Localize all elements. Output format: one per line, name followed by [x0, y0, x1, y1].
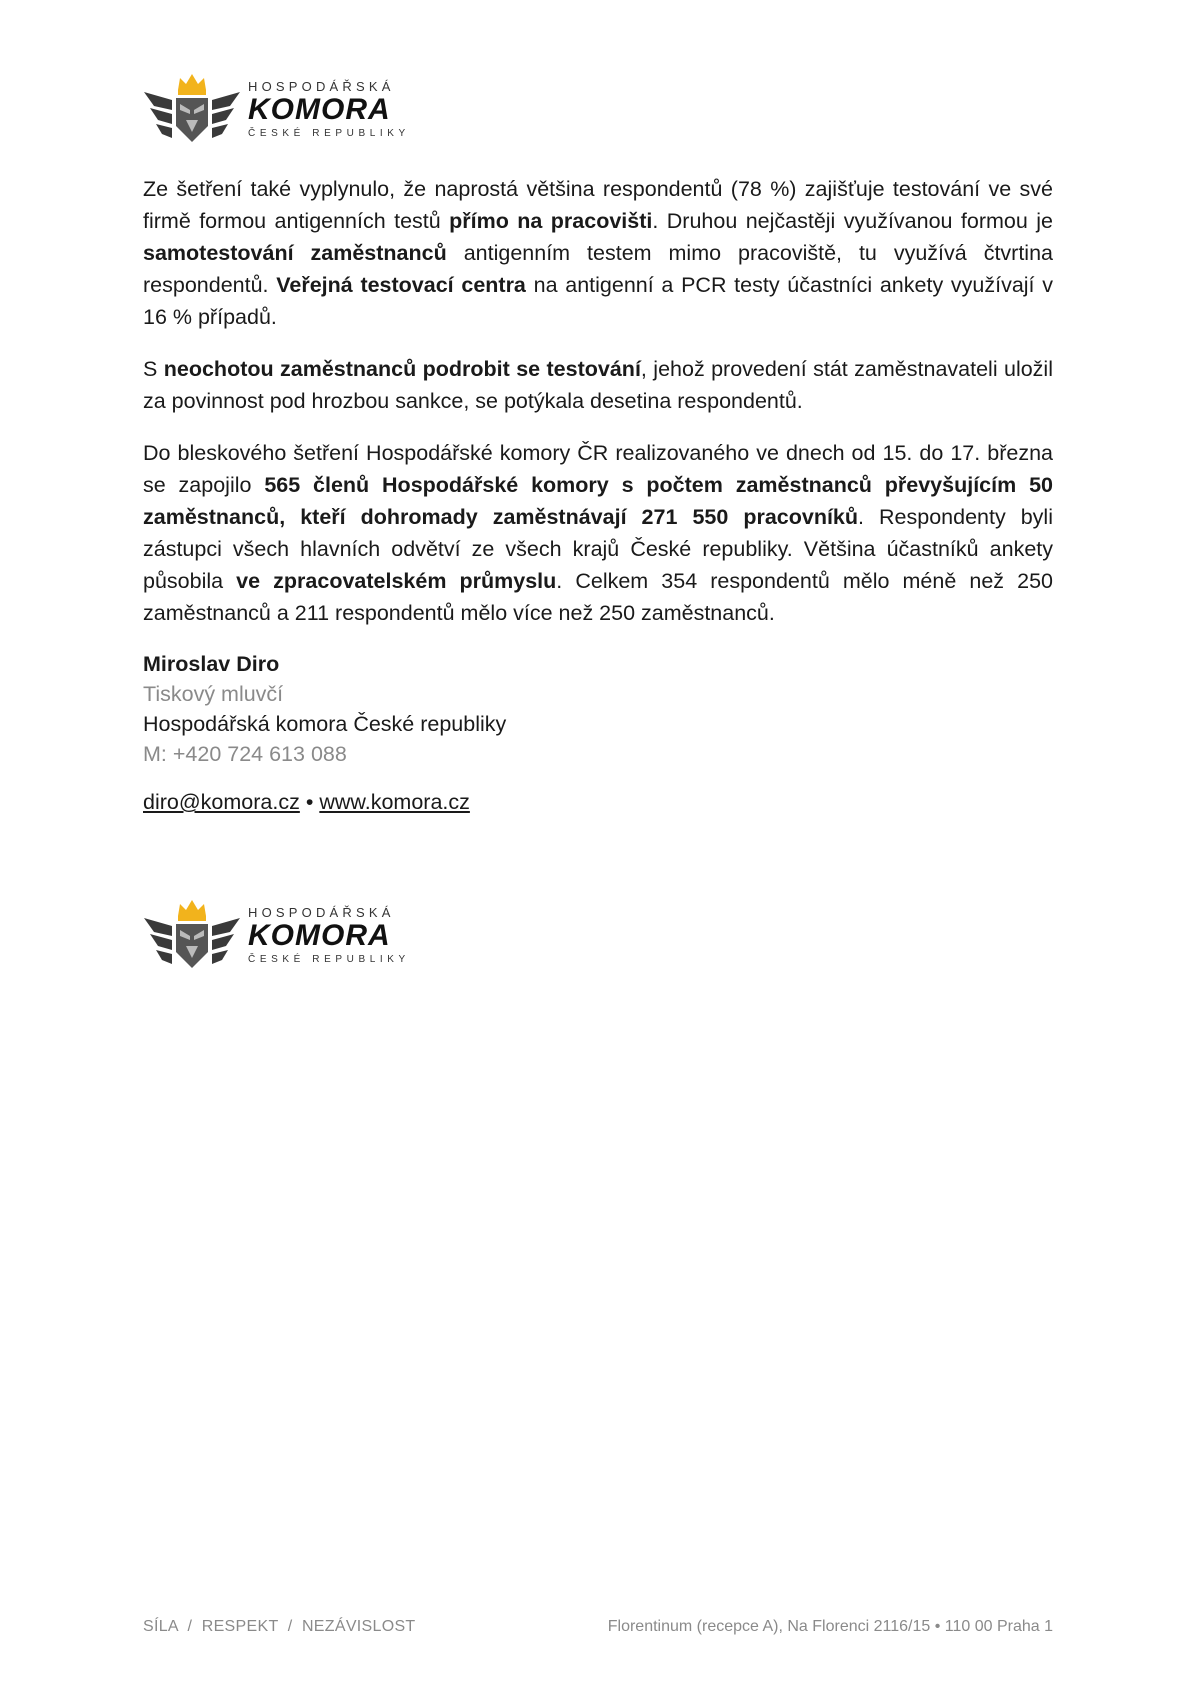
- bold-text: 565 členů Hospodářské komory s počtem zaměstnanců převyšujícím 50 zaměstnanců, kteří dohromady zaměstnávají 271 550 pracovníků: [143, 473, 1053, 529]
- paragraph: [143, 173, 1053, 333]
- paragraph: [143, 437, 1053, 629]
- logo-line2: KOMORA: [248, 93, 391, 126]
- logo-wordmark: [248, 906, 410, 966]
- logo-wordmark: [248, 80, 410, 140]
- text-run: . Respondenty byli zástupci všech hlavních odvětví ze všech krajů České republiky. Většina účastníků ankety působila: [143, 505, 1053, 593]
- footer-address: Florentinum (recepce A), Na Florenci 2116/15 • 110 00 Praha 1: [607, 1618, 1053, 1635]
- bold-text: neochotou zaměstnanců podrobit se testování: [163, 357, 641, 381]
- text-run: Ze šetření také vyplynulo, že naprostá většina respondentů (78 %) zajišťuje testování ve své firmě formou antigenních testů: [143, 177, 1053, 233]
- text-run: , jehož provedení stát zaměstnavateli uložil za povinnost pod hrozbou sankce, se potýkala desetina respondentů.: [143, 357, 1053, 413]
- bold-text: samotestování zaměstnanců: [143, 241, 447, 265]
- bold-text: Veřejná testovací centra: [276, 273, 526, 297]
- document-body: [143, 173, 1053, 817]
- link-separator: •: [305, 790, 320, 814]
- text-run: na antigenní a PCR testy účastníci ankety využívají v 16 % případů.: [143, 273, 1053, 329]
- text-run: S: [143, 357, 164, 381]
- contact-phone: M: +420 724 613 088: [143, 742, 347, 766]
- website-link[interactable]: www.komora.cz: [319, 790, 470, 814]
- contact-block: [143, 649, 1053, 769]
- logo-line3: ČESKÉ REPUBLIKY: [248, 128, 410, 139]
- logo-line1: HOSPODÁŘSKÁ: [248, 905, 395, 920]
- contact-org: Hospodářská komora České republiky: [143, 712, 507, 736]
- text-run: . Druhou nejčastěji využívanou formou je: [652, 209, 1053, 233]
- paragraph: [143, 353, 1053, 417]
- email-link[interactable]: diro@komora.cz: [143, 790, 300, 814]
- logo-line2: KOMORA: [248, 919, 391, 952]
- contact-role: Tiskový mluvčí: [143, 682, 284, 706]
- lion-crest-icon: [142, 70, 242, 146]
- logo-line3: ČESKÉ REPUBLIKY: [248, 954, 410, 965]
- bold-text: přímo na pracovišti: [449, 209, 653, 233]
- footer-motto: SÍLA / RESPEKT / NEZÁVISLOST: [143, 1618, 416, 1635]
- lion-crest-icon: [142, 896, 242, 972]
- contact-links: [143, 787, 1053, 817]
- header-logo: [142, 70, 412, 146]
- paragraphs: [143, 173, 1053, 629]
- contact-name: Miroslav Diro: [143, 652, 280, 676]
- logo-line1: HOSPODÁŘSKÁ: [248, 79, 395, 94]
- text-run: Do bleskového šetření Hospodářské komory ČR realizovaného ve dnech od 15. do 17. března se zapojilo: [143, 441, 1053, 497]
- signature-logo: [142, 896, 412, 972]
- bold-text: ve zpracovatelském průmyslu: [236, 569, 557, 593]
- text-run: antigenním testem mimo pracoviště, tu využívá čtvrtina respondentů.: [143, 241, 1053, 297]
- text-run: . Celkem 354 respondentů mělo méně než 250 zaměstnanců a 211 respondentů mělo více než 250 zaměstnanců.: [143, 569, 1053, 625]
